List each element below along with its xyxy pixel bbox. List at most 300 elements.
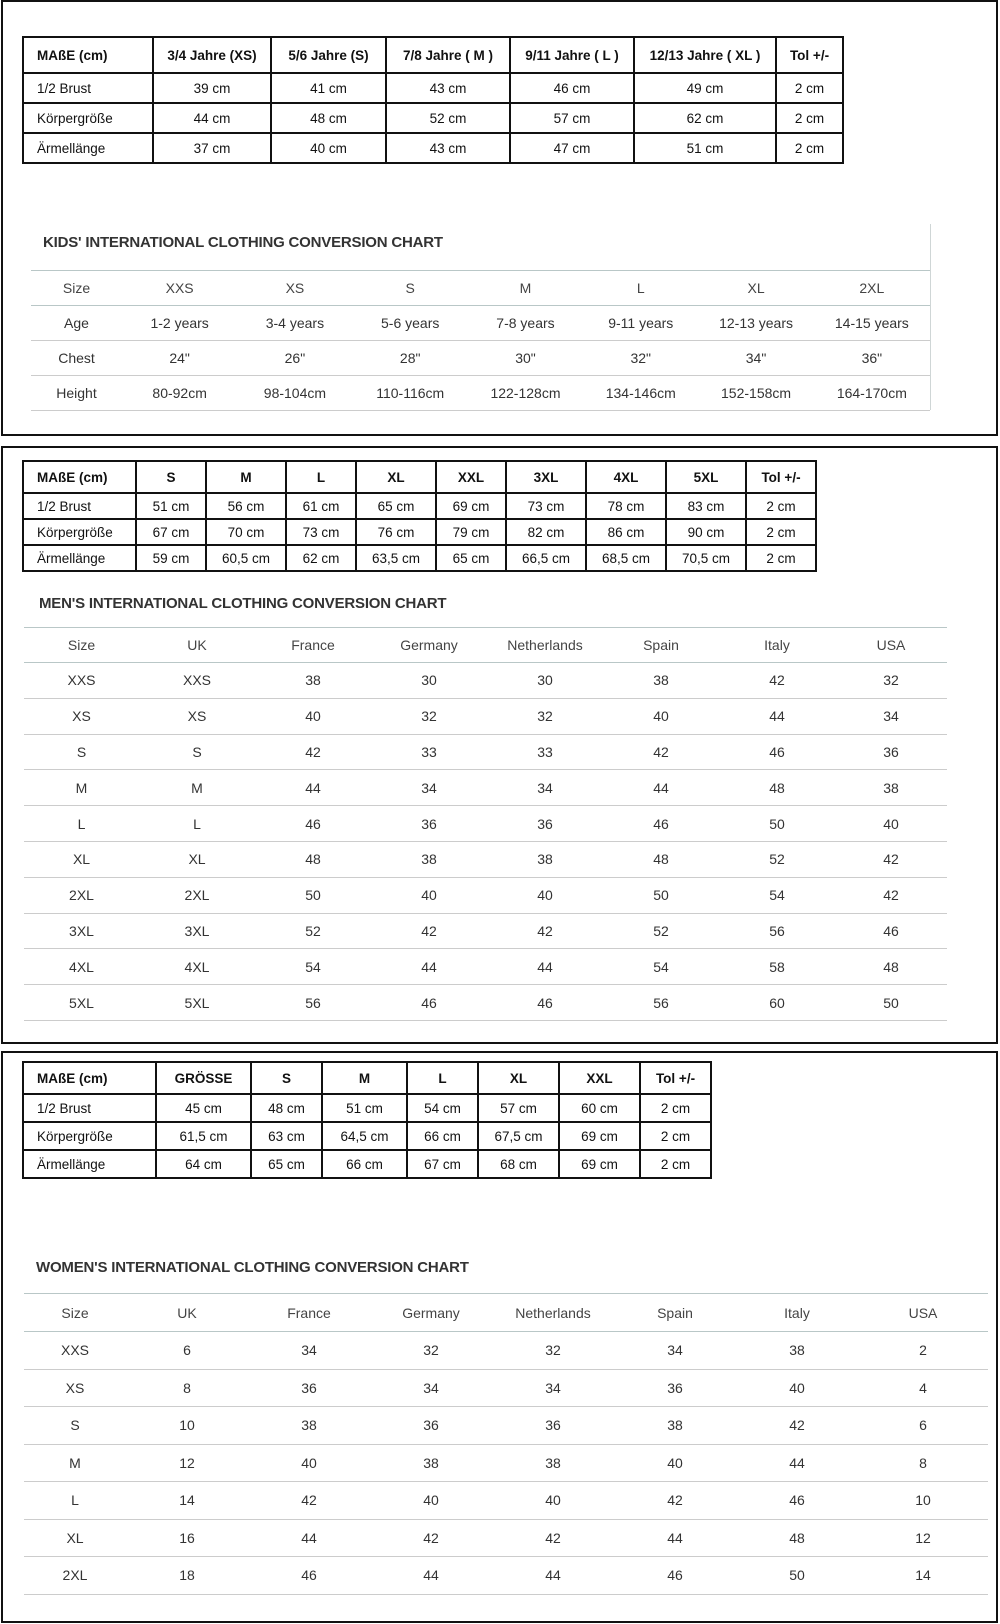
table-row: [24, 698, 947, 734]
table-cell: 78 cm: [586, 493, 666, 519]
table-cell: 64 cm: [156, 1150, 251, 1178]
row-label: L: [71, 1492, 79, 1509]
table-cell: 83 cm: [666, 493, 746, 519]
table-cell: 56: [653, 994, 669, 1011]
table-cell: 42: [883, 887, 899, 904]
row-label: 4XL: [69, 958, 94, 975]
column-header: MAßE (cm): [23, 461, 136, 493]
table-row: [24, 913, 947, 949]
row-label: M: [69, 1454, 81, 1471]
table-cell: 14: [179, 1492, 195, 1509]
table-cell: 41 cm: [271, 73, 386, 103]
table-cell: 34": [745, 350, 767, 366]
table-cell: 34: [421, 779, 437, 796]
table-cell: 38: [653, 672, 669, 689]
table-row: [23, 1150, 711, 1178]
table-cell: 65 cm: [356, 493, 436, 519]
kids-conversion-section: [31, 224, 931, 410]
table-cell: 40: [305, 708, 321, 725]
table-cell: 32: [545, 1342, 561, 1359]
table-cell: 82 cm: [506, 519, 586, 545]
table-cell: 46: [421, 994, 437, 1011]
table-cell: 46: [537, 994, 553, 1011]
row-label: 2XL: [62, 1567, 88, 1584]
table-cell: 2 cm: [640, 1094, 711, 1122]
column-header: Size: [62, 280, 91, 296]
table-cell: 12: [915, 1529, 931, 1546]
table-cell: 57 cm: [478, 1094, 559, 1122]
table-cell: 64,5 cm: [322, 1122, 407, 1150]
table-cell: 56: [305, 994, 321, 1011]
table-cell: 28": [399, 350, 421, 366]
table-cell: 50: [769, 815, 785, 832]
table-cell: 2 cm: [640, 1122, 711, 1150]
table-cell: 50: [789, 1567, 805, 1584]
table-cell: 2 cm: [776, 73, 843, 103]
column-header: XXL: [559, 1062, 640, 1094]
column-header: XS: [285, 280, 305, 296]
table-cell: 42: [537, 922, 553, 939]
row-label: 1/2 Brust: [23, 1094, 156, 1122]
men-conversion-section: [24, 590, 947, 1028]
column-header: 3/4 Jahre (XS): [153, 37, 271, 73]
table-cell: XXS: [182, 672, 211, 689]
table-cell: 46: [667, 1567, 683, 1584]
table-cell: 5-6 years: [381, 315, 440, 331]
table-cell: 38: [421, 851, 437, 868]
table-cell: 8: [183, 1379, 191, 1396]
column-header: France: [291, 637, 335, 653]
table-cell: 48: [653, 851, 669, 868]
table-cell: 42: [789, 1417, 805, 1434]
table-cell: 36": [861, 350, 883, 366]
column-header: UK: [187, 637, 207, 653]
table-cell: 34: [423, 1379, 439, 1396]
table-cell: 42: [305, 743, 321, 760]
table-cell: 47 cm: [510, 133, 634, 163]
column-header: UK: [177, 1304, 197, 1321]
table-cell: 46: [883, 922, 899, 939]
table-cell: 42: [667, 1492, 683, 1509]
table-cell: 49 cm: [634, 73, 776, 103]
women-conversion-title: WOMEN'S INTERNATIONAL CLOTHING CONVERSION CHART: [36, 1259, 469, 1276]
table-cell: 63 cm: [251, 1122, 322, 1150]
header-row: [24, 628, 947, 663]
column-header: Size: [61, 1304, 89, 1321]
column-header: Italy: [784, 1304, 810, 1321]
table-row: [23, 1094, 711, 1122]
table-cell: 44 cm: [153, 103, 271, 133]
table-cell: 110-116cm: [376, 385, 445, 401]
row-label: 1/2 Brust: [23, 73, 153, 103]
table-cell: 42: [769, 672, 785, 689]
column-header: Tol +/-: [640, 1062, 711, 1094]
table-cell: 48: [789, 1529, 805, 1546]
table-cell: 57 cm: [510, 103, 634, 133]
table-cell: 50: [653, 887, 669, 904]
table-cell: 86 cm: [586, 519, 666, 545]
column-header: 5/6 Jahre (S): [271, 37, 386, 73]
table-cell: 32": [630, 350, 652, 366]
table-cell: 46: [789, 1492, 805, 1509]
column-header: 2XL: [859, 280, 885, 296]
table-cell: 42: [653, 743, 669, 760]
table-row: [24, 770, 947, 806]
column-header: GRÖSSE: [156, 1062, 251, 1094]
column-header: Italy: [764, 637, 790, 653]
column-header: Spain: [643, 637, 679, 653]
table-cell: 52: [769, 851, 785, 868]
table-row: [31, 306, 930, 341]
table-cell: 14: [915, 1567, 931, 1584]
table-cell: 164-170cm: [836, 385, 907, 401]
table-row: [23, 493, 816, 519]
row-label: L: [77, 815, 86, 832]
table-row: [24, 806, 947, 842]
table-cell: 10: [915, 1492, 931, 1509]
table-cell: 2 cm: [746, 545, 816, 571]
column-header: S: [405, 280, 415, 296]
table-cell: 10: [179, 1417, 195, 1434]
table-cell: 65 cm: [436, 545, 506, 571]
table-cell: 48: [305, 851, 321, 868]
table-cell: 51 cm: [634, 133, 776, 163]
row-label: Körpergröße: [23, 519, 136, 545]
table-cell: 40: [883, 815, 899, 832]
column-header: 9/11 Jahre ( L ): [510, 37, 634, 73]
table-cell: 73 cm: [506, 493, 586, 519]
column-header: MAßE (cm): [23, 37, 153, 73]
column-header: 3XL: [506, 461, 586, 493]
row-label: 2XL: [69, 887, 94, 904]
table-cell: S: [192, 743, 202, 760]
table-row: [24, 1332, 988, 1370]
table-cell: 12-13 years: [719, 315, 794, 331]
table-cell: M: [191, 779, 203, 796]
table-cell: 2 cm: [776, 103, 843, 133]
column-header: MAßE (cm): [23, 1062, 156, 1094]
table-row: [31, 376, 930, 411]
men-conversion-table: [24, 627, 947, 1021]
table-cell: 68 cm: [478, 1150, 559, 1178]
table-cell: 37 cm: [153, 133, 271, 163]
table-cell: 69 cm: [436, 493, 506, 519]
table-cell: 76 cm: [356, 519, 436, 545]
table-cell: 36: [667, 1379, 683, 1396]
column-header: USA: [876, 637, 906, 653]
column-header: XL: [356, 461, 436, 493]
table-cell: 48 cm: [271, 103, 386, 133]
table-cell: 2 cm: [776, 133, 843, 163]
women-measurement-table: [22, 1061, 712, 1179]
table-cell: 38: [883, 779, 899, 796]
column-header: Germany: [402, 1304, 460, 1321]
row-label: S: [70, 1417, 80, 1434]
table-cell: 46: [301, 1567, 317, 1584]
table-cell: 1-2 years: [150, 315, 209, 331]
row-label: S: [76, 743, 87, 760]
table-cell: 40: [301, 1454, 317, 1471]
table-cell: 36: [537, 815, 553, 832]
table-cell: 42: [301, 1492, 317, 1509]
column-header: L: [286, 461, 356, 493]
table-row: [24, 734, 947, 770]
table-cell: 61 cm: [286, 493, 356, 519]
row-label: XXS: [67, 672, 96, 689]
table-cell: 59 cm: [136, 545, 206, 571]
table-cell: 61,5 cm: [156, 1122, 251, 1150]
table-cell: 48: [883, 958, 899, 975]
table-cell: 62 cm: [634, 103, 776, 133]
table-cell: 52 cm: [386, 103, 510, 133]
column-header: Size: [67, 637, 96, 653]
table-cell: 5XL: [184, 994, 210, 1011]
row-label: 1/2 Brust: [23, 493, 136, 519]
table-cell: 9-11 years: [608, 315, 674, 331]
table-cell: 54 cm: [407, 1094, 478, 1122]
table-cell: 79 cm: [436, 519, 506, 545]
column-header: S: [136, 461, 206, 493]
table-cell: 36: [301, 1379, 317, 1396]
table-cell: 38: [789, 1342, 805, 1359]
table-cell: 48: [769, 779, 785, 796]
table-row: [24, 1444, 988, 1482]
table-cell: 2XL: [184, 887, 210, 904]
table-cell: 46: [653, 815, 669, 832]
table-cell: 56 cm: [206, 493, 286, 519]
table-cell: 44: [653, 779, 669, 796]
table-cell: 16: [179, 1529, 195, 1546]
row-label: Age: [64, 315, 89, 331]
column-header: France: [287, 1304, 331, 1321]
table-cell: 69 cm: [559, 1150, 640, 1178]
table-cell: 70 cm: [206, 519, 286, 545]
table-cell: 2 cm: [746, 519, 816, 545]
column-header: L: [636, 280, 645, 296]
table-cell: 42: [421, 922, 437, 939]
table-row: [24, 1519, 988, 1557]
header-row: [23, 1062, 711, 1094]
table-cell: 66 cm: [407, 1122, 478, 1150]
table-cell: 38: [545, 1454, 561, 1471]
row-label: XXS: [60, 1342, 89, 1359]
table-cell: 152-158cm: [721, 385, 792, 401]
table-cell: 70,5 cm: [666, 545, 746, 571]
table-cell: L: [193, 815, 201, 832]
table-cell: 39 cm: [153, 73, 271, 103]
table-cell: 54: [305, 958, 321, 975]
table-cell: 98-104cm: [263, 385, 327, 401]
table-cell: 134-146cm: [605, 385, 676, 401]
table-cell: 8: [919, 1454, 927, 1471]
table-cell: 44: [301, 1529, 317, 1546]
table-cell: 40: [545, 1492, 561, 1509]
table-cell: 66 cm: [322, 1150, 407, 1178]
column-header: M: [206, 461, 286, 493]
table-cell: 44: [305, 779, 321, 796]
table-cell: 30": [515, 350, 536, 366]
table-cell: 40 cm: [271, 133, 386, 163]
table-cell: 18: [179, 1567, 195, 1584]
table-cell: 44: [789, 1454, 805, 1471]
kids-conversion-title: KIDS' INTERNATIONAL CLOTHING CONVERSION CHART: [43, 234, 443, 251]
table-cell: 42: [883, 851, 899, 868]
column-header: Germany: [400, 637, 458, 653]
row-label: Ärmellänge: [23, 545, 136, 571]
table-row: [23, 545, 816, 571]
women-conversion-table: [24, 1293, 988, 1595]
table-row: [23, 519, 816, 545]
table-cell: 54: [653, 958, 669, 975]
table-cell: 36: [421, 815, 437, 832]
header-row: [24, 1294, 988, 1332]
column-header: 5XL: [666, 461, 746, 493]
men-measurement-table: [22, 460, 817, 572]
table-row: [31, 341, 930, 376]
table-row: [24, 1407, 988, 1445]
row-label: XL: [72, 851, 91, 868]
header-row: [23, 461, 816, 493]
column-header: Tol +/-: [746, 461, 816, 493]
women-conversion-section: [24, 1253, 988, 1607]
row-label: Ärmellänge: [23, 133, 153, 163]
table-cell: 34: [537, 779, 553, 796]
table-cell: 32: [421, 708, 437, 725]
row-label: XS: [72, 708, 91, 725]
table-cell: 60,5 cm: [206, 545, 286, 571]
kids-measurement-table: [22, 36, 844, 164]
table-cell: 44: [421, 958, 437, 975]
table-cell: 3XL: [184, 922, 210, 939]
table-row: [24, 1482, 988, 1520]
column-header: Spain: [657, 1304, 693, 1321]
row-label: 5XL: [69, 994, 94, 1011]
table-cell: 46: [305, 815, 321, 832]
table-cell: 30: [421, 672, 437, 689]
table-cell: 54: [769, 887, 785, 904]
row-label: XS: [65, 1379, 85, 1396]
row-label: M: [75, 779, 88, 796]
table-cell: 46: [769, 743, 785, 760]
table-row: [23, 73, 843, 103]
table-cell: 43 cm: [386, 133, 510, 163]
table-cell: XL: [188, 851, 206, 868]
table-row: [24, 949, 947, 985]
table-cell: 14-15 years: [834, 315, 909, 331]
row-label: Körpergröße: [23, 103, 153, 133]
table-cell: 60 cm: [559, 1094, 640, 1122]
table-cell: 44: [769, 708, 785, 725]
table-cell: 6: [919, 1417, 927, 1434]
table-cell: 42: [423, 1529, 439, 1546]
table-cell: 36: [883, 743, 899, 760]
table-cell: 40: [667, 1454, 683, 1471]
column-header: Netherlands: [515, 1304, 591, 1321]
table-cell: 3-4 years: [265, 315, 325, 331]
table-row: [24, 1369, 988, 1407]
kids-conversion-table: [31, 270, 930, 411]
row-label: Height: [56, 385, 97, 401]
table-row: [23, 103, 843, 133]
table-cell: 33: [421, 743, 437, 760]
table-cell: 51 cm: [322, 1094, 407, 1122]
table-cell: 44: [423, 1567, 439, 1584]
table-cell: 4XL: [184, 958, 210, 975]
table-cell: 38: [301, 1417, 317, 1434]
table-row: [23, 1122, 711, 1150]
table-cell: 46 cm: [510, 73, 634, 103]
men-conversion-title: MEN'S INTERNATIONAL CLOTHING CONVERSION CHART: [39, 595, 447, 612]
table-cell: 40: [789, 1379, 805, 1396]
women-panel: [1, 1051, 998, 1623]
column-header: 4XL: [586, 461, 666, 493]
table-row: [24, 985, 947, 1021]
table-cell: 51 cm: [136, 493, 206, 519]
table-cell: 33: [537, 743, 553, 760]
table-row: [23, 133, 843, 163]
table-cell: 34: [545, 1379, 561, 1396]
table-cell: 12: [179, 1454, 195, 1471]
table-cell: 44: [537, 958, 553, 975]
table-cell: 43 cm: [386, 73, 510, 103]
column-header: USA: [908, 1304, 938, 1321]
column-header: S: [251, 1062, 322, 1094]
column-header: 12/13 Jahre ( XL ): [634, 37, 776, 73]
table-cell: 67 cm: [407, 1150, 478, 1178]
table-cell: 42: [545, 1529, 561, 1546]
row-label: XL: [66, 1529, 84, 1546]
table-cell: 44: [667, 1529, 683, 1546]
table-cell: XS: [187, 708, 207, 725]
table-row: [24, 841, 947, 877]
table-cell: 2: [919, 1342, 927, 1359]
table-row: [24, 1557, 988, 1595]
table-cell: 34: [301, 1342, 317, 1359]
column-header: Tol +/-: [776, 37, 843, 73]
table-cell: 56: [769, 922, 785, 939]
table-cell: 40: [653, 708, 669, 725]
table-cell: 52: [305, 922, 321, 939]
table-cell: 48 cm: [251, 1094, 322, 1122]
table-cell: 58: [769, 958, 785, 975]
table-cell: 67 cm: [136, 519, 206, 545]
table-cell: 6: [183, 1342, 191, 1359]
table-cell: 7-8 years: [496, 315, 555, 331]
table-cell: 40: [421, 887, 437, 904]
table-cell: 60: [769, 994, 785, 1011]
table-cell: 50: [305, 887, 321, 904]
table-cell: 67,5 cm: [478, 1122, 559, 1150]
table-cell: 32: [883, 672, 899, 689]
table-cell: 2 cm: [640, 1150, 711, 1178]
table-cell: 50: [883, 994, 899, 1011]
table-cell: 45 cm: [156, 1094, 251, 1122]
table-cell: 40: [423, 1492, 439, 1509]
table-cell: 80-92cm: [152, 385, 207, 401]
table-cell: 65 cm: [251, 1150, 322, 1178]
table-cell: 36: [545, 1417, 561, 1434]
table-cell: 122-128cm: [490, 385, 561, 401]
table-cell: 44: [545, 1567, 561, 1584]
table-cell: 36: [423, 1417, 439, 1434]
table-cell: 2 cm: [746, 493, 816, 519]
row-label: Chest: [58, 350, 95, 366]
header-row: [31, 271, 930, 306]
table-cell: 30: [537, 672, 553, 689]
row-label: Ärmellänge: [23, 1150, 156, 1178]
column-header: 7/8 Jahre ( M ): [386, 37, 510, 73]
table-cell: 40: [537, 887, 553, 904]
